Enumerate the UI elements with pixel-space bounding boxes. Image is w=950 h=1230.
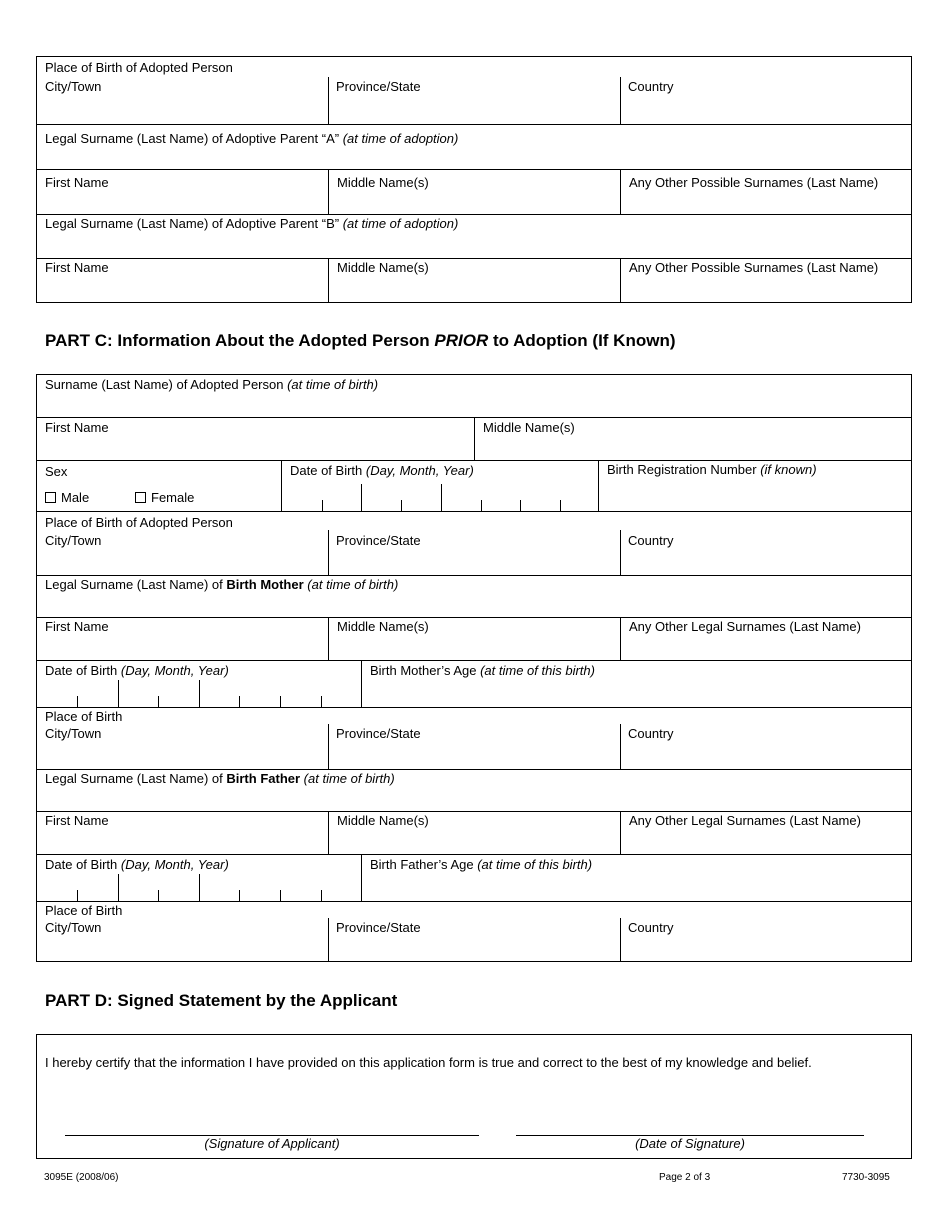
dob-label: Date of Birth (Day, Month, Year) [45, 857, 229, 872]
dob-divider [361, 484, 362, 512]
city-label: City/Town [45, 726, 102, 741]
country-label: Country [628, 533, 674, 548]
partd-heading: PART D: Signed Statement by the Applicant [45, 991, 398, 1010]
partc-heading: PART C: Information About the Adopted Person PRIOR to Adoption (If Known) [45, 331, 676, 350]
father-age-label: Birth Father’s Age (at time of this birth) [370, 857, 593, 872]
province-label: Province/State [336, 79, 421, 94]
first-name-label: First Name [45, 619, 109, 634]
middle-names-label: Middle Name(s) [337, 619, 429, 634]
first-name-label: First Name [45, 260, 109, 275]
parent-a-surname-label: Legal Surname (Last Name) of Adoptive Parent “A” (at time of adoption) [45, 131, 459, 146]
male-label: Male [61, 490, 90, 505]
dob-divider [118, 680, 119, 708]
father-age-field[interactable] [361, 855, 911, 902]
province-field[interactable] [328, 512, 620, 576]
first-name-field[interactable] [37, 259, 328, 302]
other-surnames-label: Any Other Possible Surnames (Last Name) [629, 260, 879, 275]
partb-continuation-section [36, 56, 912, 303]
province-field[interactable] [328, 902, 620, 961]
parent-b-surname-field[interactable] [37, 214, 911, 259]
dob-divider [199, 680, 200, 708]
pob-title: Place of Birth of Adopted Person [45, 515, 233, 530]
other-legal-surnames-field[interactable] [620, 618, 911, 661]
country-field[interactable] [620, 902, 911, 961]
page-number: Page 2 of 3 [659, 1172, 711, 1183]
form-code: 3095E (2008/06) [44, 1172, 119, 1183]
first-name-label: First Name [45, 175, 109, 190]
middle-names-field[interactable] [328, 259, 620, 302]
pob-title: Place of Birth of Adopted Person [45, 60, 233, 75]
form-number: 7730-3095 [842, 1172, 890, 1183]
parent-b-surname-label: Legal Surname (Last Name) of Adoptive Parent “B” (at time of adoption) [45, 216, 459, 231]
other-surnames-field[interactable] [620, 259, 911, 302]
middle-names-label: Middle Name(s) [483, 420, 575, 435]
female-label: Female [151, 490, 195, 505]
mother-pob-row [37, 707, 911, 770]
province-label: Province/State [336, 533, 421, 548]
dob-label: Date of Birth (Day, Month, Year) [45, 663, 229, 678]
father-names-row [37, 811, 911, 855]
mother-surname-label: Legal Surname (Last Name) of Birth Mother (at time of birth) [45, 577, 399, 592]
pob-title: Place of Birth [45, 903, 123, 918]
mother-dob-row [37, 660, 911, 708]
birth-reg-label: Birth Registration Number (if known) [607, 462, 817, 477]
first-name-field[interactable] [37, 170, 328, 215]
other-surnames-label: Any Other Possible Surnames (Last Name) [629, 175, 879, 190]
parent-a-surname-field[interactable] [37, 124, 911, 170]
middle-names-field[interactable] [328, 170, 620, 215]
country-label: Country [628, 79, 674, 94]
dob-divider [199, 874, 200, 902]
middle-names-field[interactable] [474, 418, 911, 461]
city-field[interactable] [37, 57, 328, 124]
first-name-label: First Name [45, 420, 109, 435]
sex-field [37, 461, 281, 512]
date-signature-caption: (Date of Signature) [635, 1136, 745, 1151]
first-name-field[interactable] [37, 618, 328, 661]
first-name-label: First Name [45, 813, 109, 828]
mother-dob-field[interactable] [37, 661, 361, 708]
middle-names-field[interactable] [328, 618, 620, 661]
parent-a-names-row [37, 169, 911, 215]
other-legal-surnames-field[interactable] [620, 812, 911, 855]
mother-age-field[interactable] [361, 661, 911, 708]
middle-names-label: Middle Name(s) [337, 175, 429, 190]
middle-names-field[interactable] [328, 812, 620, 855]
country-label: Country [628, 920, 674, 935]
country-field[interactable] [620, 57, 911, 124]
province-label: Province/State [336, 726, 421, 741]
father-dob-field[interactable] [37, 855, 361, 902]
province-field[interactable] [328, 57, 620, 124]
adopted-surname-label: Surname (Last Name) of Adopted Person (at time of birth) [45, 377, 379, 392]
city-field[interactable] [37, 708, 328, 770]
adopted-names-row [37, 417, 911, 461]
pob-row [37, 57, 911, 124]
parent-b-names-row [37, 258, 911, 302]
mother-surname-field[interactable] [37, 575, 911, 618]
mother-names-row [37, 617, 911, 661]
city-label: City/Town [45, 920, 102, 935]
sex-dob-row [37, 460, 911, 512]
other-legal-surnames-label: Any Other Legal Surnames (Last Name) [629, 813, 861, 828]
father-surname-field[interactable] [37, 769, 911, 812]
city-label: City/Town [45, 79, 102, 94]
dob-divider [441, 484, 442, 512]
father-dob-row [37, 854, 911, 902]
pob-title: Place of Birth [45, 709, 123, 724]
country-field[interactable] [620, 708, 911, 770]
middle-names-label: Middle Name(s) [337, 813, 429, 828]
country-field[interactable] [620, 512, 911, 576]
signature-caption: (Signature of Applicant) [204, 1136, 340, 1151]
female-option[interactable] [135, 490, 194, 506]
male-checkbox[interactable] [45, 492, 56, 503]
province-label: Province/State [336, 920, 421, 935]
female-checkbox[interactable] [135, 492, 146, 503]
country-label: Country [628, 726, 674, 741]
other-surnames-field[interactable] [620, 170, 911, 215]
sex-label: Sex [45, 464, 68, 479]
father-surname-label: Legal Surname (Last Name) of Birth Father (at time of birth) [45, 771, 395, 786]
mother-age-label: Birth Mother’s Age (at time of this birth) [370, 663, 595, 678]
dob-divider [118, 874, 119, 902]
father-pob-row [37, 901, 911, 961]
certification-statement: I hereby certify that the information I have provided on this application form is true and correct to the best of my knowledge and belief. [45, 1055, 812, 1070]
first-name-field[interactable] [37, 812, 328, 855]
dob-field[interactable] [281, 461, 598, 512]
adopted-surname-field[interactable] [37, 375, 911, 417]
middle-names-label: Middle Name(s) [337, 260, 429, 275]
first-name-field[interactable] [37, 418, 474, 461]
province-field[interactable] [328, 708, 620, 770]
city-label: City/Town [45, 533, 102, 548]
city-field[interactable] [37, 902, 328, 961]
birth-reg-field[interactable] [598, 461, 911, 512]
other-legal-surnames-label: Any Other Legal Surnames (Last Name) [629, 619, 861, 634]
city-field[interactable] [37, 512, 328, 576]
partd-section [36, 1034, 912, 1159]
dob-label: Date of Birth (Day, Month, Year) [290, 463, 474, 478]
male-option[interactable] [45, 490, 89, 506]
pob-row [37, 511, 911, 576]
partc-section [36, 374, 912, 962]
